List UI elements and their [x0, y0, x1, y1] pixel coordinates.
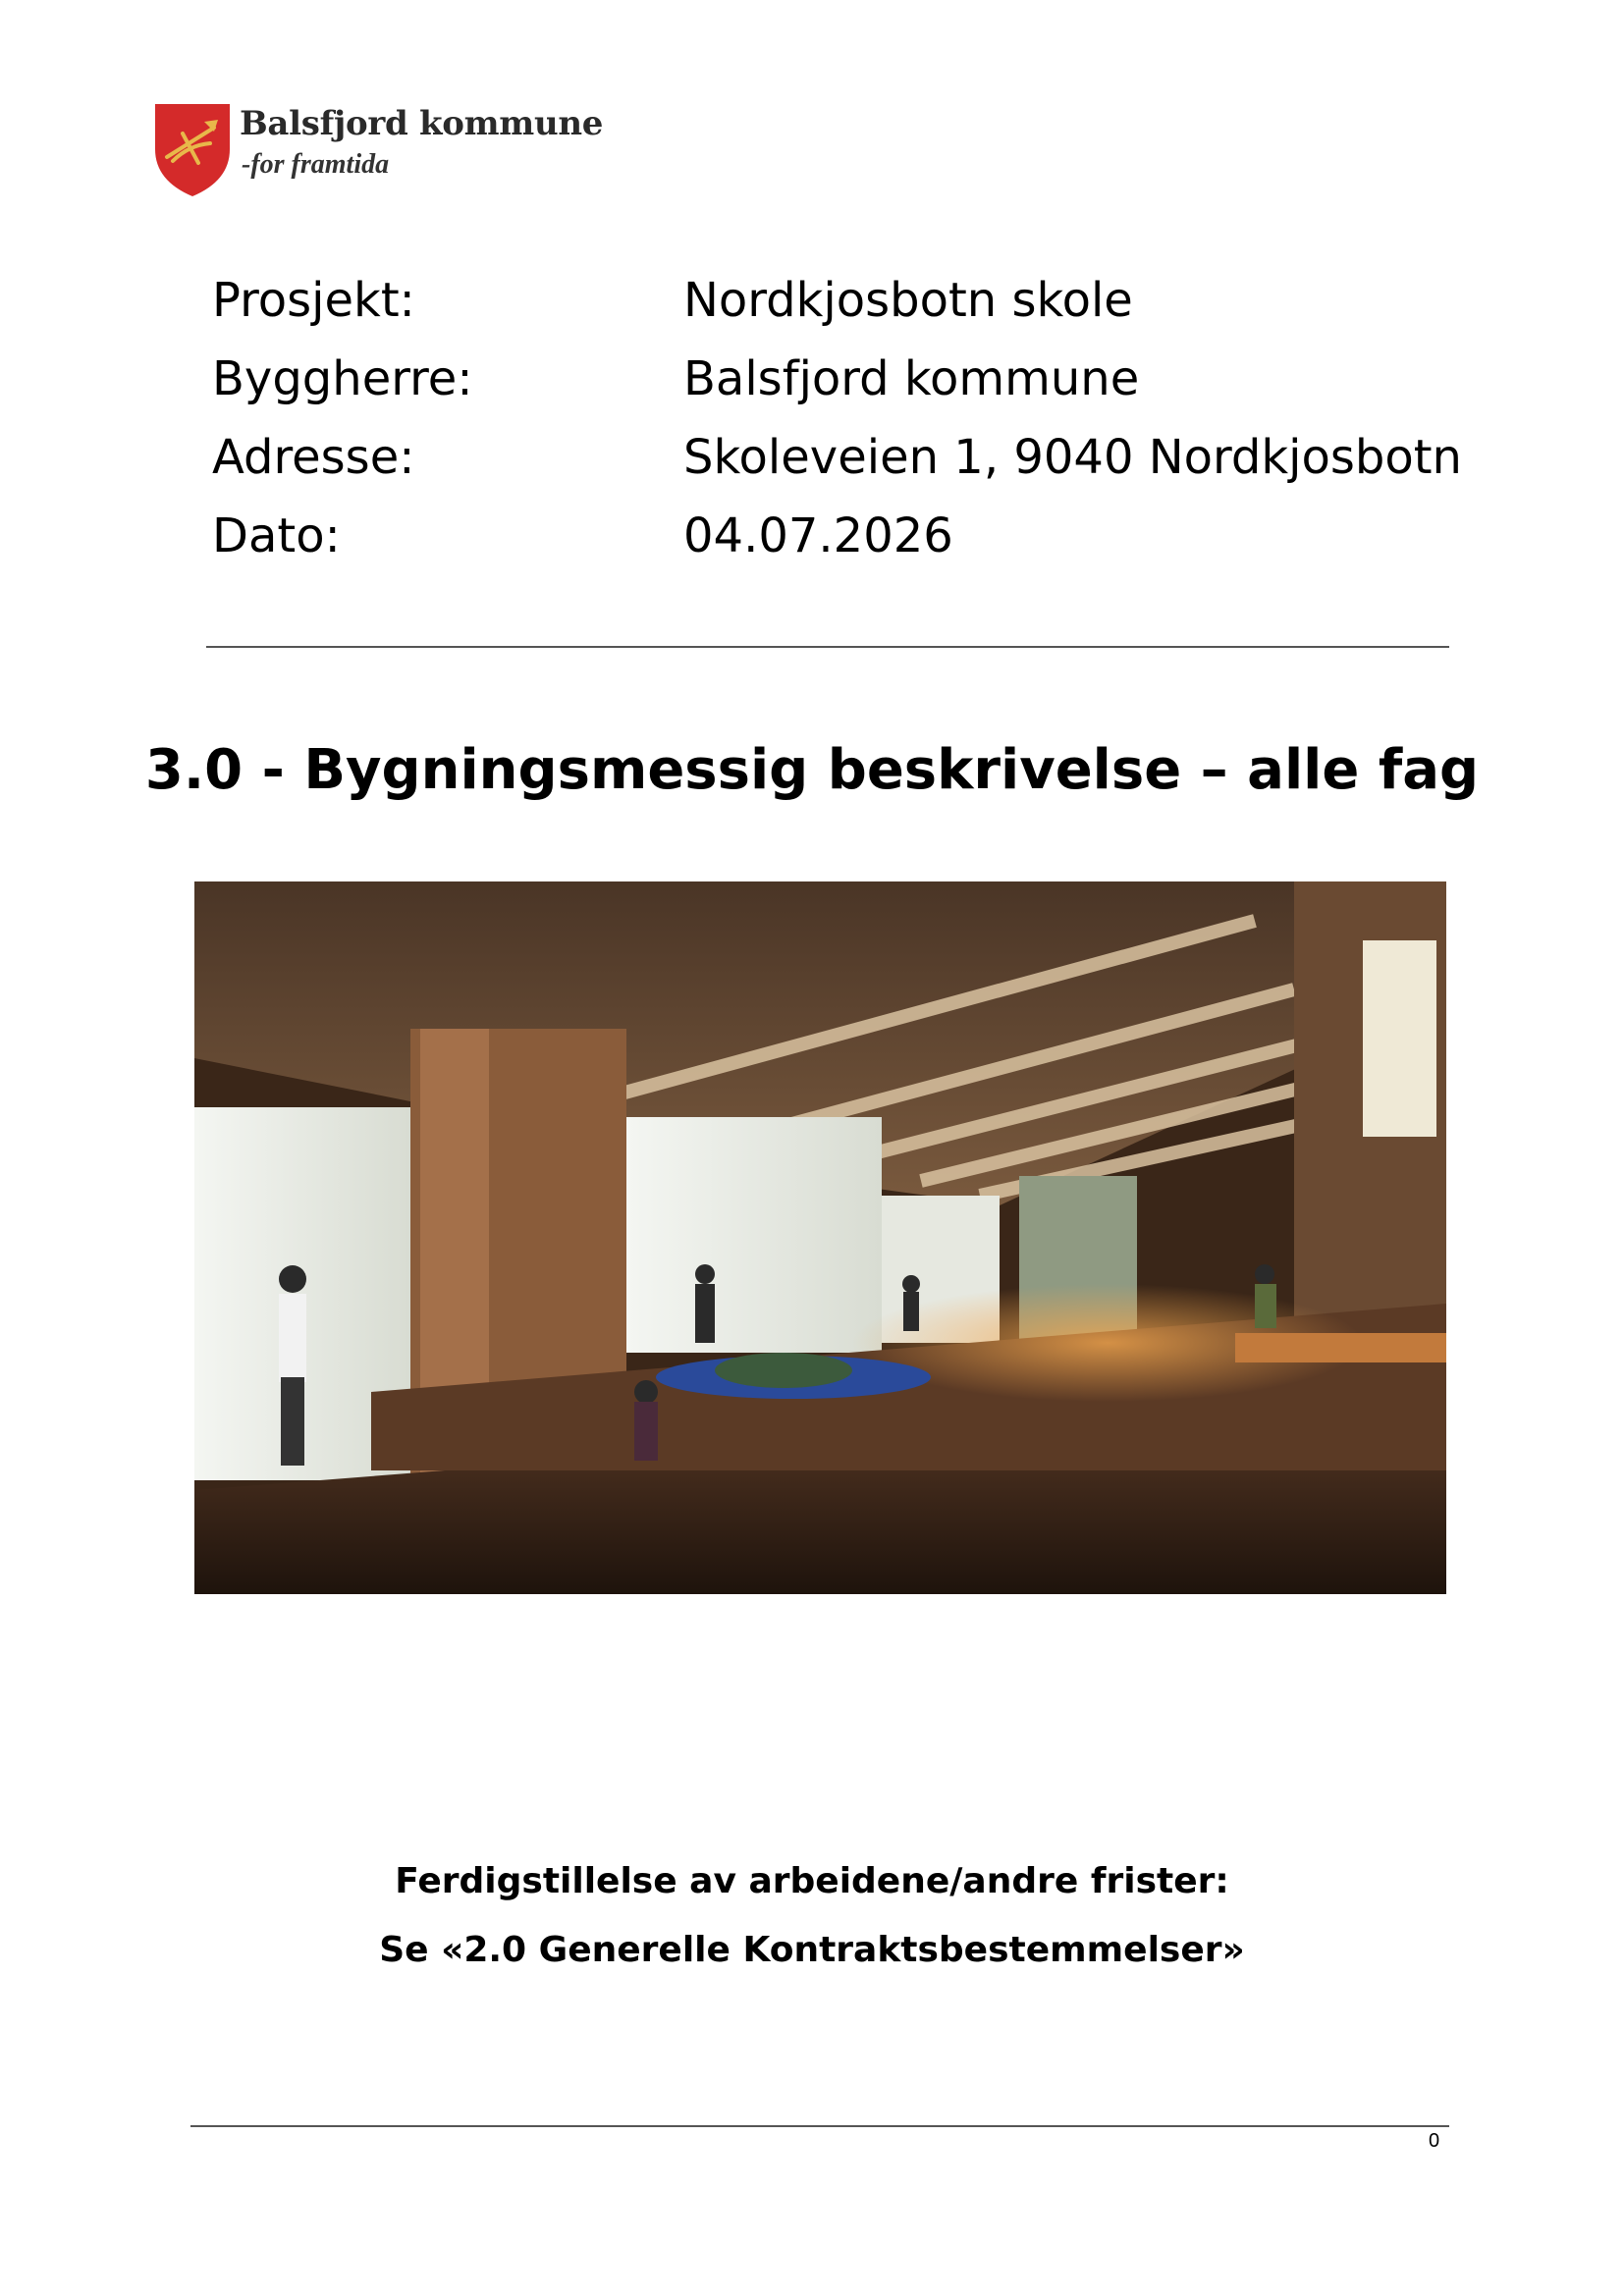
deadline-heading: Ferdigstillelse av arbeidene/andre frister:	[395, 1861, 1229, 1901]
logo-name: Balsfjord kommune	[240, 104, 604, 143]
client-label: Byggherre:	[212, 351, 473, 406]
logo-tagline: -for framtida	[242, 149, 390, 180]
school-interior-rendering	[194, 881, 1446, 1594]
header-divider	[206, 646, 1449, 648]
address-row	[212, 422, 1469, 501]
client-row	[212, 344, 1469, 422]
municipality-logo	[153, 100, 604, 198]
coat-of-arms-icon	[153, 100, 232, 198]
project-label: Prosjekt:	[212, 273, 415, 328]
date-row	[212, 501, 1469, 579]
project-info	[212, 265, 1469, 579]
address-value: Skoleveien 1, 9040 Nordkjosbotn	[683, 430, 1462, 485]
date-label: Dato:	[212, 508, 341, 563]
date-value: 04.07.2026	[683, 508, 953, 563]
address-label: Adresse:	[212, 430, 415, 485]
deadline-reference: Se «2.0 Generelle Kontraktsbestemmelser»	[379, 1930, 1245, 1970]
document-title: 3.0 - Bygningsmessig beskrivelse – alle fag	[144, 738, 1480, 802]
project-value: Nordkjosbotn skole	[683, 273, 1133, 328]
page-number: 0	[1429, 2130, 1440, 2152]
client-value: Balsfjord kommune	[683, 351, 1140, 406]
project-row	[212, 265, 1469, 344]
footer-divider	[190, 2125, 1449, 2127]
